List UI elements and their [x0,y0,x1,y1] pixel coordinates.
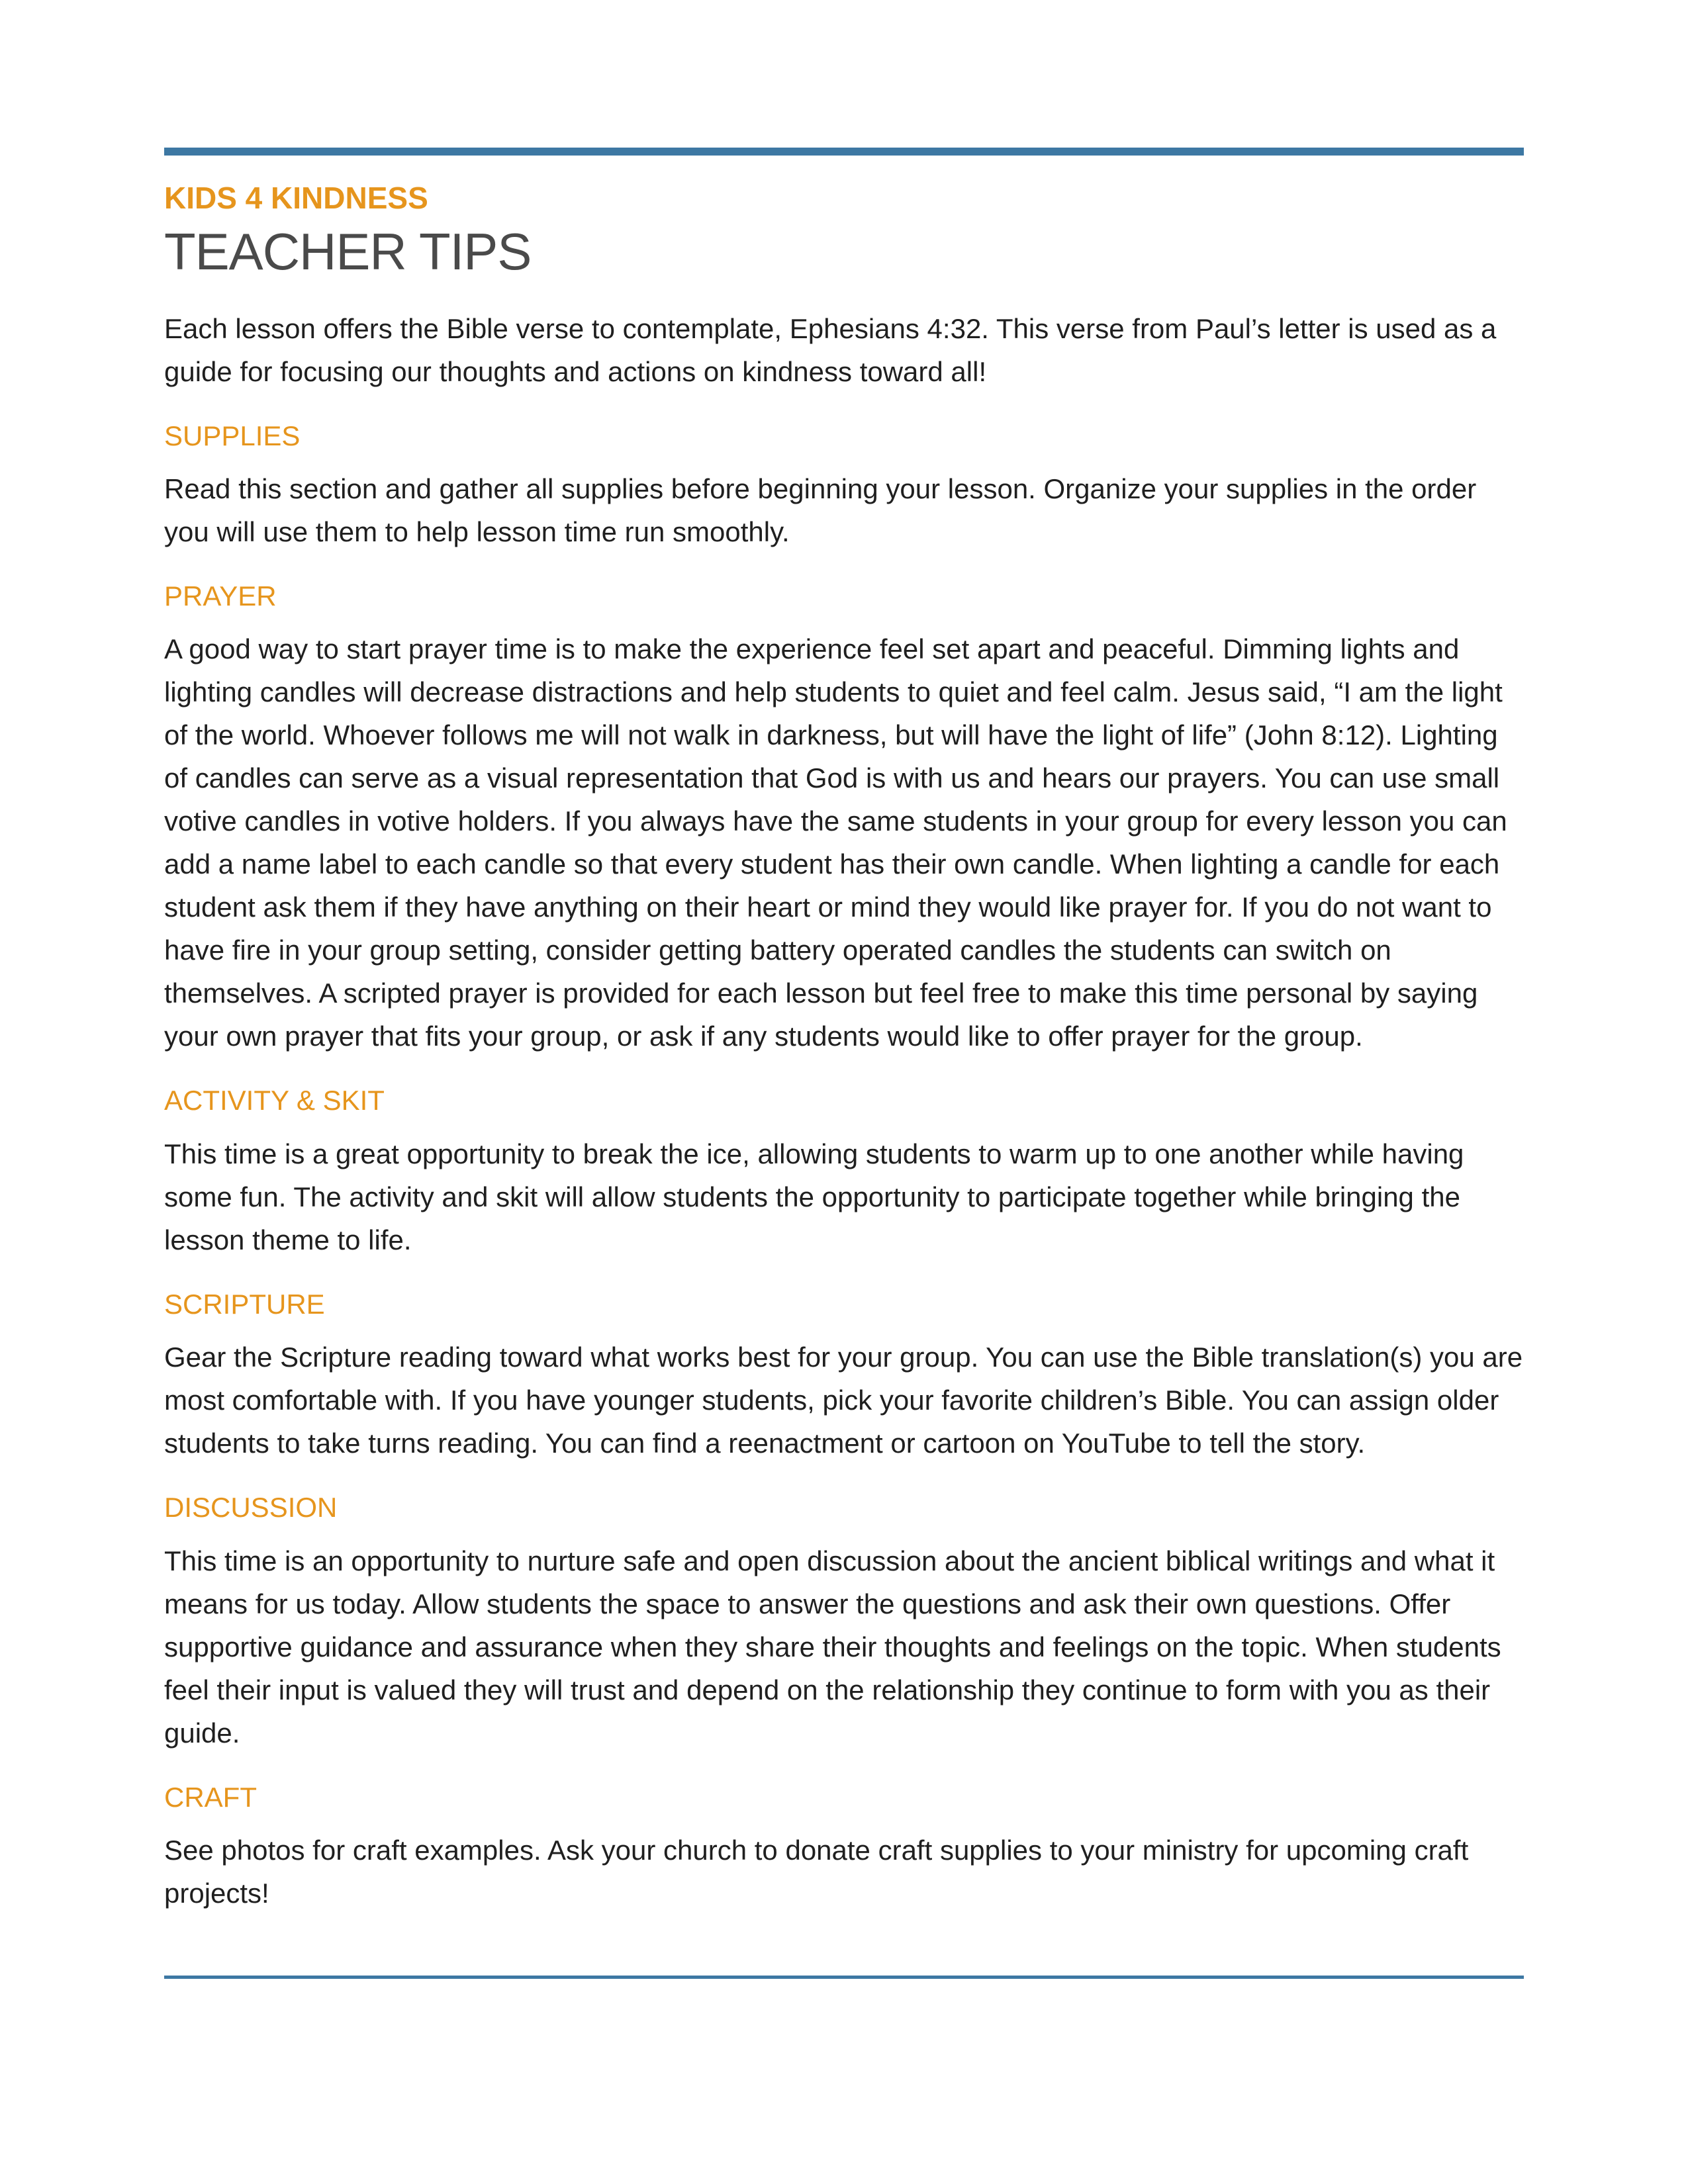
section-body: This time is an opportunity to nurture safe and open discussion about the ancient biblical writings and what it means for us today. Allow students the space to answer the questions and ask their own questions. Offer supportive guidance and assurance when they share their thoughts and feelings on the topic. When students feel their input is valued they will trust and depend on the relationship they continue to form with you as their guide. [164,1545,1501,1749]
section-craft [164,1781,1524,1915]
section-body: Read this section and gather all supplies before beginning your lesson. Organize your supplies in the order you will use them to help lesson time run smoothly. [164,473,1477,548]
document-page [164,148,1524,1979]
series-name: KIDS 4 KINDNESS [164,181,428,215]
section-heading: CRAFT [164,1781,257,1813]
section-discussion [164,1491,1524,1754]
top-divider [164,148,1524,156]
section-supplies [164,420,1524,553]
section-body: A good way to start prayer time is to make the experience feel set apart and peaceful. Dimming lights and lighting candles will decrease distractions and help students to quiet and feel calm. Jesus said, “I am the light of the world. Whoever follows me will not walk in darkness, but will have the light of life” (John 8:12). Lighting of candles can serve as a visual representation that God is with us and hears our prayers. You can use small votive candles in votive holders. If you always have the same students in your group for every lesson you can add a name label to each candle so that every student has their own candle. When lighting a candle for each student ask them if they have anything on their heart or mind they would like prayer for. If you do not want to have fire in your group setting, consider getting battery operated candles the students can switch on themselves. A scripted prayer is provided for each lesson but feel free to make this time personal by saying your own prayer that fits your group, or ask if any students would like to offer prayer for the group. [164,633,1507,1052]
bottom-divider [164,1976,1524,1979]
intro-paragraph: Each lesson offers the Bible verse to contemplate, Ephesians 4:32. This verse from Paul’s letter is used as a guide for focusing our thoughts and actions on kindness toward all! [164,312,1497,387]
page-title: TEACHER TIPS [164,222,532,281]
section-heading: SUPPLIES [164,420,301,451]
section-heading: DISCUSSION [164,1492,338,1524]
section-body: This time is a great opportunity to break the ice, allowing students to warm up to one another while having some fun. The activity and skit will allow students the opportunity to participate together while bringing the lesson theme to life. [164,1138,1464,1255]
section-prayer [164,580,1524,1058]
section-activity-skit [164,1084,1524,1261]
section-heading: ACTIVITY & SKIT [164,1085,385,1116]
section-scripture [164,1288,1524,1465]
section-heading: PRAYER [164,580,277,612]
section-heading: SCRIPTURE [164,1288,325,1320]
section-body: Gear the Scripture reading toward what works best for your group. You can use the Bible translation(s) you are most comfortable with. If you have younger students, pick your favorite children’s Bible. You can assign older students to take turns reading. You can find a reenactment or cartoon on YouTube to tell the story. [164,1342,1523,1459]
section-body: See photos for craft examples. Ask your church to donate craft supplies to your ministry for upcoming craft projects! [164,1835,1469,1909]
